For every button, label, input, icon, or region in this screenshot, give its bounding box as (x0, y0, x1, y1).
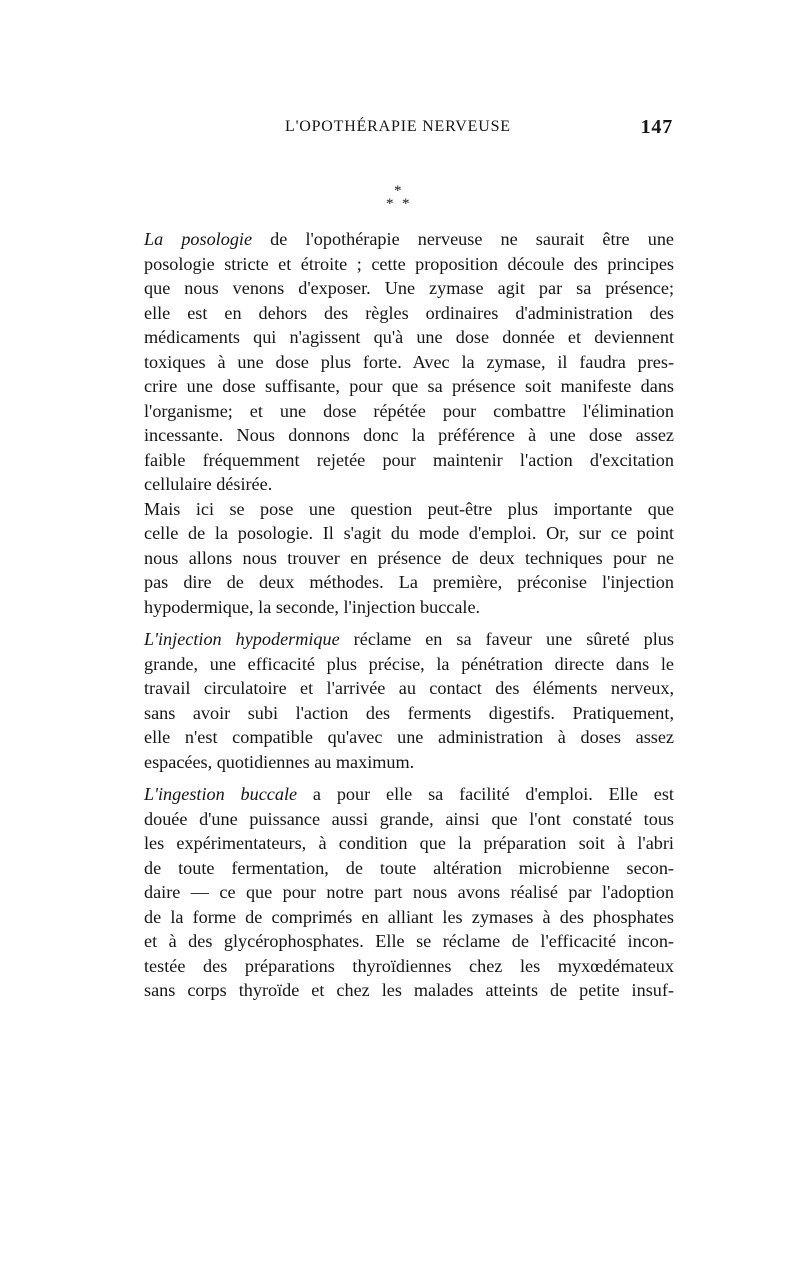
line-text: réclame en sa faveur une sûreté plus (339, 629, 674, 649)
ornament-star: * (386, 196, 394, 212)
text-line: sans corps thyroïde et chez les malades atteints de petite insuf- (144, 980, 674, 1000)
text-line: posologie stricte et étroite ; cette proposition découle des principes (144, 253, 674, 274)
text-line: espacées, quotidiennes au maximum. (144, 751, 415, 772)
text-line: sans avoir subi l'action des ferments digestifs. Pratiquement, (144, 702, 674, 723)
text-line: daire — ce que pour notre part nous avons réalisé par l'adoption (144, 882, 674, 902)
line-text: a pour elle sa facilité d'emploi. Elle est (297, 784, 674, 804)
paragraph-injection-hypodermique (144, 627, 674, 774)
asterism-ornament (377, 182, 421, 216)
page-number: 147 (640, 116, 673, 138)
text-line (144, 227, 674, 252)
text-line: faible fréquemment rejetée pour maintenir l'action d'excitation (144, 449, 674, 470)
italic-phrase: La posologie (144, 229, 253, 249)
text-line: hypodermique, la seconde, l'injection buccale. (144, 596, 481, 617)
italic-phrase: L'injection hypodermique (144, 629, 340, 649)
paragraph-mode-emploi (144, 497, 674, 620)
text-line: elle n'est compatible qu'avec une administration à doses assez (144, 727, 674, 747)
text-line: elle est en dehors des règles ordinaires d'administration des (144, 302, 674, 323)
text-line: testée des préparations thyroïdiennes chez les myxœdémateux (144, 955, 674, 976)
text-line: les expérimentateurs, à condition que la préparation soit à l'abri (144, 833, 674, 853)
text-line: pas dire de deux méthodes. La première, préconise l'injection (144, 572, 674, 592)
text-line: médicaments qui n'agissent qu'à une dose donnée et deviennent (144, 327, 674, 347)
text-line: celle de la posologie. Il s'agit du mode d'emploi. Or, sur ce point (144, 523, 674, 543)
text-line: cellulaire désirée. (144, 474, 273, 494)
text-line: l'organisme; et une dose répétée pour combattre l'élimination (144, 400, 674, 421)
text-line: toxiques à une dose plus forte. Avec la zymase, il faudra pres- (144, 351, 674, 372)
italic-phrase: L'ingestion buccale (144, 784, 298, 804)
text-line (144, 782, 674, 807)
text-line: incessante. Nous donnons donc la préférence à une dose assez (144, 425, 674, 445)
text-line: douée d'une puissance aussi grande, ainsi que l'ont constaté tous (144, 808, 674, 829)
text-line (144, 627, 674, 652)
text-line: crire une dose suffisante, pour que sa présence soit manifeste dans (144, 376, 674, 396)
text-line: et à des glycérophosphates. Elle se réclame de l'efficacité incon- (144, 931, 674, 951)
running-title: L'OPOTHÉRAPIE NERVEUSE (285, 118, 511, 135)
line-text: de l'opothérapie nerveuse ne saurait être une (252, 229, 675, 249)
ornament-star: * (394, 183, 402, 199)
text-line: Mais ici se pose une question peut-être plus importante que (144, 498, 674, 519)
text-line: que nous venons d'exposer. Une zymase agit par sa présence; (144, 278, 674, 298)
text-line: de toute fermentation, de toute altération microbienne secon- (144, 857, 674, 878)
text-line: travail circulatoire et l'arrivée au contact des éléments nerveux, (144, 678, 674, 698)
paragraph-ingestion-buccale (144, 782, 674, 1003)
body-text (144, 227, 674, 1003)
text-line: grande, une efficacité plus précise, la pénétration directe dans le (144, 653, 674, 674)
running-header (143, 116, 673, 142)
ornament-star: * (402, 196, 410, 212)
paragraph-posologie (144, 227, 674, 497)
text-line: nous allons nous trouver en présence de deux techniques pour ne (144, 547, 674, 568)
text-line: de la forme de comprimés en alliant les zymases à des phosphates (144, 906, 674, 927)
